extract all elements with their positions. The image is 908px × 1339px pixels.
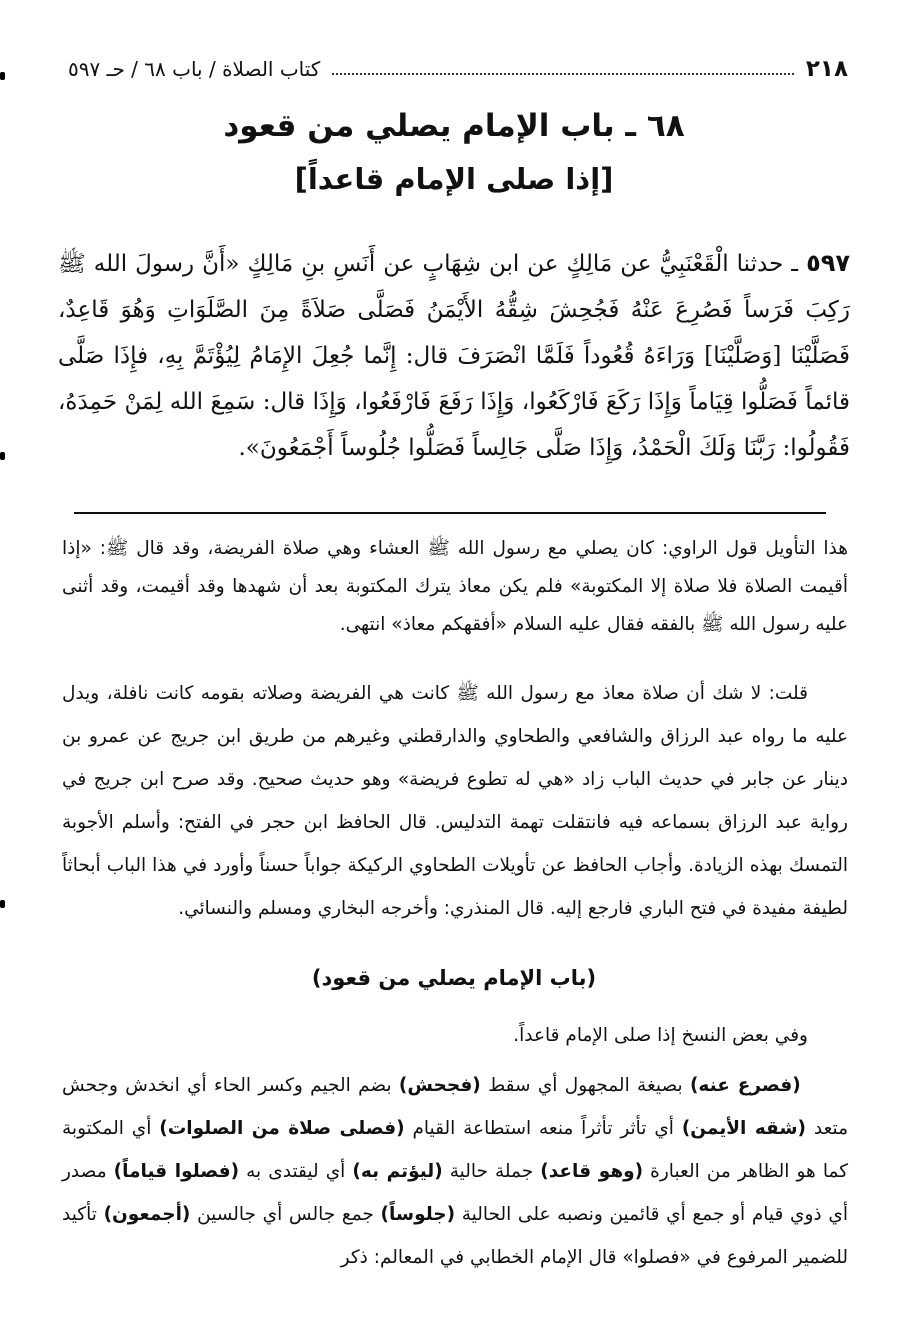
running-header — [68, 52, 848, 86]
commentary-text-segment: جمع جالس أي جالسين — [190, 1204, 381, 1225]
header-reference: كتاب الصلاة / باب ٦٨ / حـ ٥٩٧ — [68, 57, 321, 81]
commentary-term-bold: (فجحش) — [398, 1075, 481, 1096]
commentary-paragraph-2-text: قلت: لا شك أن صلاة معاذ مع رسول الله ﷺ كانت هي الفريضة وصلاته بقومه كانت نافلة، ويدل عليه ما رواه عبد الرزاق والشافعي والطحاوي والدارقطني وغيرهم من طريق ابن جريج عن عمرو بن دينار عن جابر في حديث الباب زاد «هي له تطوع فريضة» وهو حديث صحيح. وقد صرح ابن جريج في رواية عبد الرزاق بسماعه فيه فانتقلت تهمة التدليس. قال الحافظ ابن حجر في الفتح: وأسلم الأجوبة التمسك بهذه الزيادة. وأجاب الحافظ عن تأويلات الطحاوي الركيكة جواباً حسناً وأورد في هذا الباب أبحاثاً لطيفة مفيدة في فتح الباري فارجع إليه. قال المنذري: وأخرجه البخاري ومسلم والنسائي. — [62, 683, 848, 919]
commentary-paragraph-3 — [62, 1016, 848, 1056]
page-number: ٢١٨ — [805, 56, 848, 82]
commentary-term-bold: (فصلوا قياماً) — [113, 1161, 240, 1182]
scan-edge-mark — [0, 900, 5, 908]
commentary-term-bold: (وهو قاعد) — [540, 1161, 644, 1182]
commentary-text-segment: أي تأثر تأثراً منعه استطاعة القيام — [404, 1118, 682, 1139]
commentary-text-segment: بضم الجيم وكسر الحاء أي انخدش وجحش متعد — [62, 1075, 849, 1139]
commentary-term-bold: (فصلى صلاة من الصلوات) — [159, 1118, 405, 1139]
commentary-paragraph-4 — [62, 1064, 848, 1279]
hadith-text-block — [58, 240, 850, 471]
footnote-divider — [74, 512, 826, 514]
commentary-paragraph-1: هذا التأويل قول الراوي: كان يصلي مع رسول الله ﷺ العشاء وهي صلاة الفريضة، وقد قال ﷺ: «إذا أقيمت الصلاة فلا صلاة إلا المكتوبة» فلم يكن معاذ يترك المكتوبة بعد أن شهدها وقد أقيمت، وقد أثنى عليه رسول الله ﷺ بالفقه فقال عليه السلام «أفقهكم معاذ» انتهى. — [62, 538, 848, 635]
header-dotted-leader — [332, 73, 794, 75]
commentary-text-segment: مصدر أي ذوي قيام أو جمع أي قائمين ونصبه على الحالية — [62, 1161, 848, 1225]
commentary-text-segment: تأكيد للضمير المرفوع في «فصلوا» قال الإمام الخطابي في المعالم: ذكر — [62, 1204, 848, 1268]
commentary-term-bold: (فصرع عنه) — [689, 1075, 801, 1096]
hadith-text: ـ حدثنا الْقَعْنَبِيُّ عن مَالِكٍ عن ابن شِهَابٍ عن أَنَسِ بنِ مَالِكٍ «أَنَّ رسولَ الله ﷺ رَكِبَ فَرَساً فَصُرِعَ عَنْهُ فَجُحِشَ شِقُّهُ الأَيْمَنُ فَصَلَّى صَلاَةً مِنَ الصَّلَوَاتِ وَهُوَ قَاعِدٌ، فَصَلَّيْنَا [وَصَلَّيْنَا] وَرَاءَهُ قُعُوداً فَلَمَّا انْصَرَفَ قال: إِنَّما جُعِلَ الإِمَامُ لِيُؤْتَمَّ بِهِ، فإِذَا صَلَّى قائماً فَصَلُّوا قِيَاماً وَإِذَا رَكَعَ فَارْكَعُوا، وَإِذَا رَفَعَ فَارْفَعُوا، وَإِذَا قال: سَمِعَ الله لِمَنْ حَمِدَهُ، فَقُولُوا: رَبَّنَا وَلَكَ الْحَمْدُ، وَإِذَا صَلَّى جَالِساً فَصَلُّوا جُلُوساً أَجْمَعُونَ». — [58, 251, 850, 461]
commentary-text-segment: أي المكتوبة كما هو الظاهر من العبارة — [62, 1118, 848, 1182]
scan-edge-mark — [0, 452, 5, 460]
commentary-text-segment: جملة حالية — [442, 1161, 541, 1182]
chapter-title: ٦٨ ـ باب الإمام يصلي من قعود — [223, 108, 685, 144]
commentary-paragraph-3-text: وفي بعض النسخ إذا صلى الإمام قاعداً. — [513, 1025, 808, 1046]
commentary-text-segment: بصيغة المجهول أي سقط — [480, 1075, 690, 1096]
commentary-term-bold: (ليؤتم به) — [352, 1161, 443, 1182]
commentary-text-segment: أي ليقتدى به — [239, 1161, 353, 1182]
commentary-term-bold: (أجمعون) — [103, 1204, 191, 1225]
commentary-term-bold: (شقه الأيمن) — [681, 1118, 807, 1139]
commentary-paragraph-2 — [62, 672, 848, 930]
chapter-subtitle: [إذا صلى الإمام قاعداً] — [294, 162, 614, 196]
commentary-bab-heading: (باب الإمام يصلي من قعود) — [311, 966, 597, 990]
hadith-number: ٥٩٧ — [806, 249, 851, 277]
scan-edge-mark — [0, 72, 5, 80]
commentary-term-bold: (جلوساً) — [380, 1204, 456, 1225]
